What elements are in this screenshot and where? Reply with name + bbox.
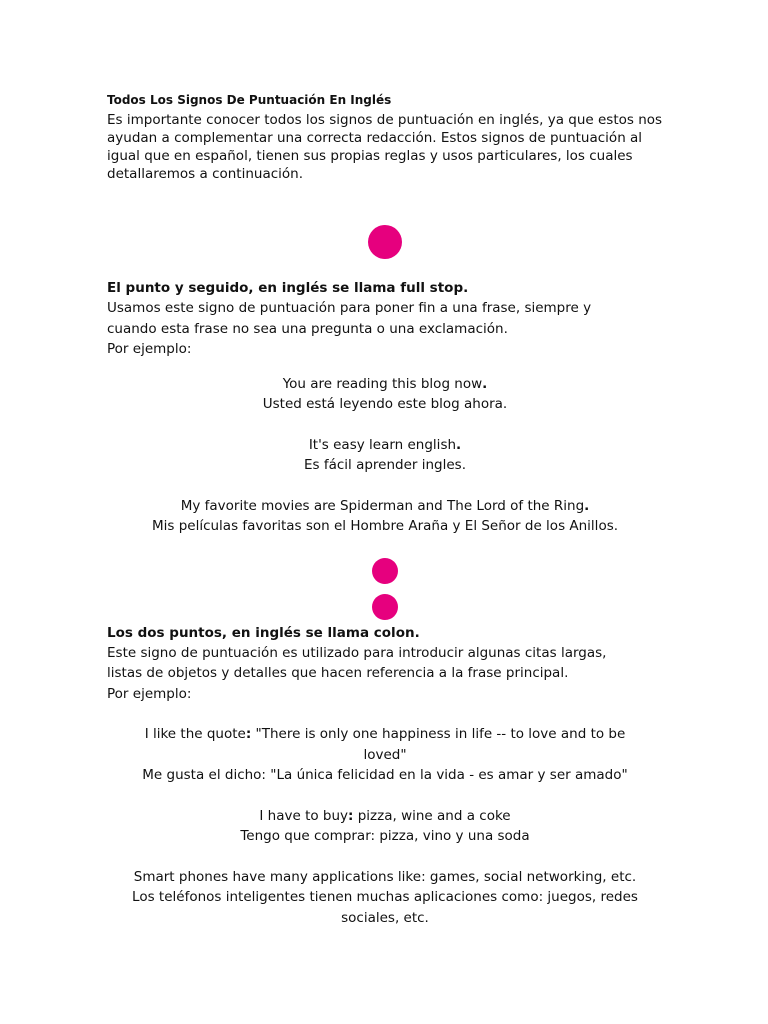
colon-bottom-dot-icon (372, 594, 398, 620)
full-stop-section (107, 278, 667, 537)
colon-symbol (107, 558, 663, 620)
example-english (107, 806, 663, 827)
punctuation-mark: : (348, 807, 354, 824)
full-stop-symbol (107, 225, 663, 259)
example-block (107, 806, 663, 847)
example-english (107, 374, 663, 395)
punctuation-mark: . (456, 436, 462, 453)
example-english (107, 724, 663, 745)
example-block (107, 867, 663, 929)
colon-description-line1: Este signo de puntuación es utilizado para introducir algunas citas largas, (107, 644, 607, 661)
example-english (107, 435, 663, 456)
colon-example-intro: Por ejemplo: (107, 685, 192, 702)
example-block (107, 496, 663, 537)
example-spanish: Me gusta el dicho: "La única felicidad en la vida - es amar y ser amado" (142, 767, 628, 783)
punctuation-mark: . (584, 497, 590, 514)
example-english-text: "There is only one happiness in life -- to love and to be (251, 726, 626, 742)
example-spanish-continued: sociales, etc. (341, 909, 429, 926)
example-english-text: My favorite movies are Spiderman and The Lord of the Ring (180, 497, 585, 514)
example-block (107, 435, 663, 476)
example-spanish: Tengo que comprar: pizza, vino y una soda (240, 828, 530, 844)
example-english: Smart phones have many applications like: games, social networking, etc. (133, 868, 637, 885)
full-stop-examples (107, 374, 663, 537)
example-spanish: Los teléfonos inteligentes tienen muchas aplicaciones como: juegos, redes (132, 889, 638, 905)
full-stop-heading: El punto y seguido, en inglés se llama full stop. (107, 280, 469, 296)
colon-top-dot-icon (372, 558, 398, 584)
example-block (107, 374, 663, 415)
colon-description-line2: listas de objetos y detalles que hacen referencia a la frase principal. (107, 665, 569, 681)
example-english (107, 496, 663, 517)
full-stop-dot-icon (368, 225, 402, 259)
full-stop-example-intro: Por ejemplo: (107, 341, 192, 357)
example-spanish: Es fácil aprender ingles. (303, 457, 467, 473)
document-title: Todos Los Signos De Puntuación En Inglés (107, 93, 392, 107)
example-spanish: Usted está leyendo este blog ahora. (262, 396, 508, 412)
punctuation-mark: . (482, 375, 488, 392)
punctuation-mark: : (245, 726, 252, 742)
full-stop-description-line2: cuando esta frase no sea una pregunta o una exclamación. (107, 320, 508, 337)
example-english-text: I have to buy (259, 807, 349, 824)
example-english-text: You are reading this blog now (282, 375, 483, 392)
colon-examples (107, 724, 663, 928)
example-english-continued: loved" (363, 746, 407, 763)
document-page (107, 92, 667, 928)
example-english-text: pizza, wine and a coke (353, 807, 511, 824)
colon-section (107, 623, 667, 929)
example-spanish: Mis películas favoritas son el Hombre Araña y El Señor de los Anillos. (151, 518, 619, 534)
example-block (107, 724, 663, 786)
example-english-text: I like the quote (144, 726, 246, 742)
example-english-text: It's easy learn english (308, 436, 457, 453)
full-stop-description-line1: Usamos este signo de puntuación para poner fin a una frase, siempre y (107, 300, 592, 316)
colon-heading: Los dos puntos, en inglés se llama colon. (107, 624, 420, 641)
intro-paragraph: Es importante conocer todos los signos de puntuación en inglés, ya que estos nos ayudan a complementar una correcta redacción. Estos signos de puntuación al igual que en español, tienen sus propias reglas y usos particulares, los cuales detallaremos a continuación. (107, 112, 663, 182)
